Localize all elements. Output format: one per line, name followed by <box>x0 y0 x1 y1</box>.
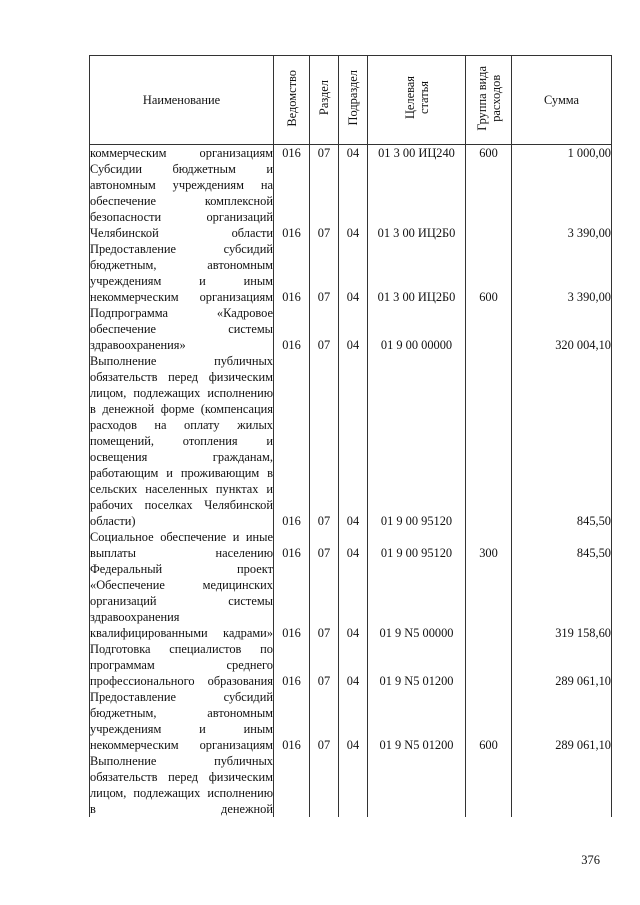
cell-podrazdel: 04 <box>339 529 368 561</box>
header-target: Целевая статья <box>368 56 466 145</box>
row-label: Выполнение публичных обязательств перед физическим лицом, подлежащих исполнению в денежной форме (компенсация расходов на оплату жилых помещений, отопления и освещения гражданам, работающим и проживающим в сельских населенных пунктах и рабочих поселках Челябинской области) <box>90 354 273 528</box>
cell-vedomstvo: 016 <box>274 161 310 241</box>
header-group: Группа вида расходов <box>466 56 512 145</box>
row-label: Подпрограмма «Кадровое обеспечение системы здравоохранения» <box>90 306 273 352</box>
cell-vedomstvo: 016 <box>274 641 310 689</box>
cell-sum: 3 390,00 <box>512 161 612 241</box>
cell-sum: 845,50 <box>512 529 612 561</box>
table-row <box>90 529 612 561</box>
cell-group <box>466 641 512 689</box>
cell-razdel: 07 <box>310 689 339 753</box>
page-number: 376 <box>581 853 600 867</box>
cell-sum: 1 000,00 <box>512 145 612 162</box>
cell-name <box>90 529 274 561</box>
cell-group: 600 <box>466 145 512 162</box>
cell-razdel: 07 <box>310 529 339 561</box>
cell-target: 01 9 N5 00000 <box>368 561 466 641</box>
cell-razdel: 07 <box>310 561 339 641</box>
cell-name <box>90 145 274 162</box>
cell-name <box>90 305 274 353</box>
cell-name <box>90 241 274 305</box>
cell-target: 01 9 00 95120 <box>368 353 466 529</box>
row-label: Подготовка специалистов по программам среднего профессионального образования <box>90 642 273 688</box>
cell-podrazdel: 04 <box>339 305 368 353</box>
row-label: Субсидии бюджетным и автономным учреждениям на обеспечение комплексной безопасности организаций Челябинской области <box>90 162 273 240</box>
cell-sum: 845,50 <box>512 353 612 529</box>
cell-vedomstvo: 016 <box>274 305 310 353</box>
table-row <box>90 241 612 305</box>
header-sum: Сумма <box>512 56 612 145</box>
table-row <box>90 641 612 689</box>
cell-group <box>466 305 512 353</box>
cell-target: 01 3 00 ИЦ2Б0 <box>368 161 466 241</box>
cell-razdel <box>310 753 339 817</box>
cell-group <box>466 161 512 241</box>
row-label: Выполнение публичных обязательств перед физическим лицом, подлежащих исполнению в денежной <box>90 754 273 816</box>
cell-vedomstvo: 016 <box>274 529 310 561</box>
cell-group <box>466 753 512 817</box>
cell-podrazdel: 04 <box>339 689 368 753</box>
cell-group: 600 <box>466 241 512 305</box>
cell-sum: 3 390,00 <box>512 241 612 305</box>
cell-target <box>368 753 466 817</box>
cell-podrazdel: 04 <box>339 561 368 641</box>
cell-target: 01 9 N5 01200 <box>368 641 466 689</box>
cell-name <box>90 641 274 689</box>
table-row <box>90 753 612 817</box>
cell-vedomstvo: 016 <box>274 353 310 529</box>
budget-table <box>89 55 612 817</box>
table-row <box>90 689 612 753</box>
cell-vedomstvo: 016 <box>274 689 310 753</box>
table-row <box>90 161 612 241</box>
header-razdel: Раздел <box>310 56 339 145</box>
header-podrazdel: Подраздел <box>339 56 368 145</box>
header-vedomstvo: Ведомство <box>274 56 310 145</box>
cell-name <box>90 689 274 753</box>
table-row <box>90 305 612 353</box>
cell-podrazdel: 04 <box>339 241 368 305</box>
cell-target: 01 3 00 ИЦ2Б0 <box>368 241 466 305</box>
row-label: Предоставление субсидий бюджетным, автономным учреждениям и иным некоммерческим организациям <box>90 242 273 304</box>
cell-podrazdel: 04 <box>339 161 368 241</box>
row-label: Федеральный проект «Обеспечение медицинских организаций системы здравоохранения квалифицированными кадрами» <box>90 562 273 640</box>
cell-razdel: 07 <box>310 241 339 305</box>
cell-name <box>90 561 274 641</box>
cell-razdel: 07 <box>310 145 339 162</box>
cell-target: 01 9 N5 01200 <box>368 689 466 753</box>
cell-sum: 289 061,10 <box>512 641 612 689</box>
cell-group: 600 <box>466 689 512 753</box>
cell-razdel: 07 <box>310 305 339 353</box>
cell-target: 01 3 00 ИЦ240 <box>368 145 466 162</box>
cell-group: 300 <box>466 529 512 561</box>
row-label: коммерческим организациям <box>90 146 273 160</box>
cell-razdel: 07 <box>310 641 339 689</box>
header-row <box>90 56 612 145</box>
header-name: Наименование <box>90 56 274 145</box>
cell-vedomstvo: 016 <box>274 241 310 305</box>
cell-sum: 289 061,10 <box>512 689 612 753</box>
cell-name <box>90 161 274 241</box>
cell-sum: 320 004,10 <box>512 305 612 353</box>
cell-podrazdel: 04 <box>339 353 368 529</box>
cell-vedomstvo: 016 <box>274 145 310 162</box>
cell-name <box>90 753 274 817</box>
cell-sum: 319 158,60 <box>512 561 612 641</box>
table-row <box>90 145 612 162</box>
cell-vedomstvo <box>274 753 310 817</box>
table-row <box>90 353 612 529</box>
cell-sum <box>512 753 612 817</box>
row-label: Предоставление субсидий бюджетным, автономным учреждениям и иным некоммерческим организациям <box>90 690 273 752</box>
cell-podrazdel: 04 <box>339 145 368 162</box>
cell-vedomstvo: 016 <box>274 561 310 641</box>
cell-target: 01 9 00 95120 <box>368 529 466 561</box>
cell-podrazdel: 04 <box>339 641 368 689</box>
table-row <box>90 561 612 641</box>
cell-group <box>466 561 512 641</box>
cell-podrazdel <box>339 753 368 817</box>
cell-target: 01 9 00 00000 <box>368 305 466 353</box>
cell-name <box>90 353 274 529</box>
row-label: Социальное обеспечение и иные выплаты населению <box>90 530 273 560</box>
cell-group <box>466 353 512 529</box>
cell-razdel: 07 <box>310 161 339 241</box>
cell-razdel: 07 <box>310 353 339 529</box>
